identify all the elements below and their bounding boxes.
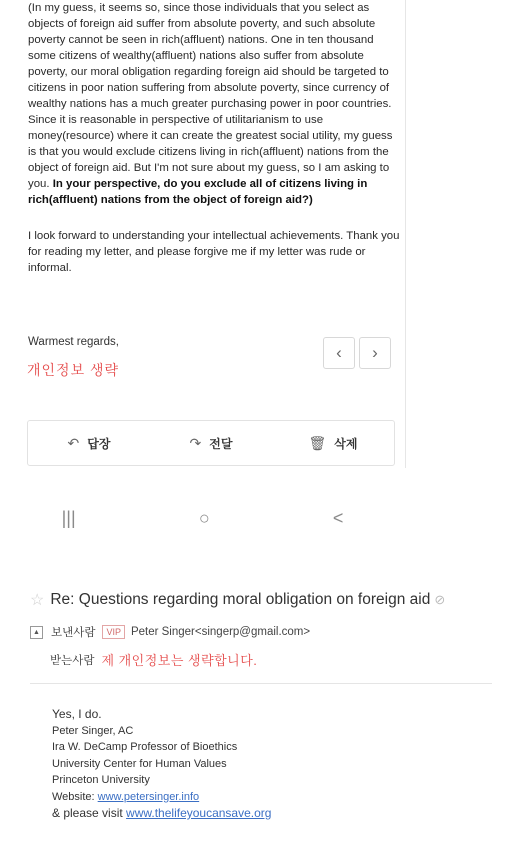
forward-label: 전달	[209, 436, 233, 451]
visit-label: & please visit	[52, 806, 123, 820]
recents-icon[interactable]: |||	[61, 507, 76, 528]
from-row	[30, 624, 500, 640]
to-row	[30, 650, 500, 669]
expand-toggle-icon[interactable]: ▲	[30, 626, 43, 639]
reply-label: 답장	[87, 436, 111, 451]
redacted-sender-name: 개인정보 생략	[27, 362, 120, 378]
email-content-panel	[0, 0, 406, 468]
previous-message-button[interactable]	[323, 337, 355, 369]
reply-button[interactable]	[28, 421, 150, 465]
website-line	[52, 789, 500, 806]
signature-name: Peter Singer, AC	[52, 724, 134, 737]
delete-label: 삭제	[334, 436, 358, 451]
signature-title: Ira W. DeCamp Professor of Bioethics	[52, 741, 238, 753]
to-label: 받는사람	[50, 654, 95, 667]
website-link[interactable]: www.petersinger.info	[97, 790, 200, 803]
paragraph-text: (In my guess, it seems so, since those individuals that you select as objects of foreign aid suffer from absolute poverty, and such absolute poverty cannot be seen in rich(affluent) nations. One in ten thousand some citizens of wealthy(affluent) nations also suffer from absolute poverty, our moral obligation regarding foreign aid should be targeted to citizens in poor nation suffering from absolute poverty, since currency of wealthy nations has a much greater purchasing power in poor countries. Since it is reasonable in perspective of utilitarianism to use money(resource) where it can create the greatest social utility, my guess is that you would exclude citizens living in rich(affluent) nations from the object of foreign aid. But I'm not sure about my guess, so I am asking to you.	[28, 2, 393, 190]
forward-button[interactable]	[150, 421, 272, 465]
reply-icon: ↶	[67, 434, 80, 451]
visit-link[interactable]: www.thelifeyoucansave.org	[126, 806, 272, 820]
chevron-left-icon: ‹	[336, 343, 342, 362]
letter-paragraph-2: I look forward to understanding your intellectual achievements. Thank you for reading my letter, and please forgive me if my letter was rude or informal.	[28, 230, 400, 274]
subject-row	[30, 590, 500, 610]
signature-university: Princeton University	[52, 774, 150, 786]
email-body	[52, 706, 500, 822]
paragraph-bold-question: In your perspective, do you exclude all of citizens living in rich(affluent) nations from the object of foreign aid?)	[28, 178, 368, 206]
delete-button[interactable]	[272, 421, 394, 465]
attachment-icon: ⊘	[434, 592, 446, 607]
signature-center: University Center for Human Values	[52, 757, 227, 770]
letter-body	[28, 0, 400, 292]
to-value-redacted: 제 개인정보는 생략합니다.	[101, 653, 258, 668]
star-icon[interactable]: ☆	[30, 592, 45, 609]
message-nav	[323, 337, 391, 369]
from-value[interactable]: Peter Singer<singerp@gmail.com>	[130, 626, 311, 638]
reply-email	[30, 590, 500, 822]
reply-text: Yes, I do.	[52, 707, 102, 721]
email-subject: Re: Questions regarding moral obligation on foreign aid	[50, 591, 431, 608]
vip-badge: VIP	[102, 625, 125, 639]
letter-paragraph-1	[28, 0, 400, 208]
from-label: 보낸사람	[51, 627, 96, 639]
forward-icon: ↷	[189, 434, 202, 451]
android-navigation-bar	[0, 498, 405, 538]
visit-line	[52, 805, 500, 822]
closing-text: Warmest regards,	[28, 336, 119, 348]
back-icon[interactable]: <	[332, 507, 344, 528]
chevron-right-icon: ›	[372, 343, 378, 362]
divider	[30, 683, 492, 684]
action-bar	[27, 420, 395, 466]
home-icon[interactable]: ○	[198, 507, 210, 528]
next-message-button[interactable]	[359, 337, 391, 369]
website-label: Website:	[52, 790, 95, 803]
trash-icon: 🗑	[308, 434, 327, 451]
